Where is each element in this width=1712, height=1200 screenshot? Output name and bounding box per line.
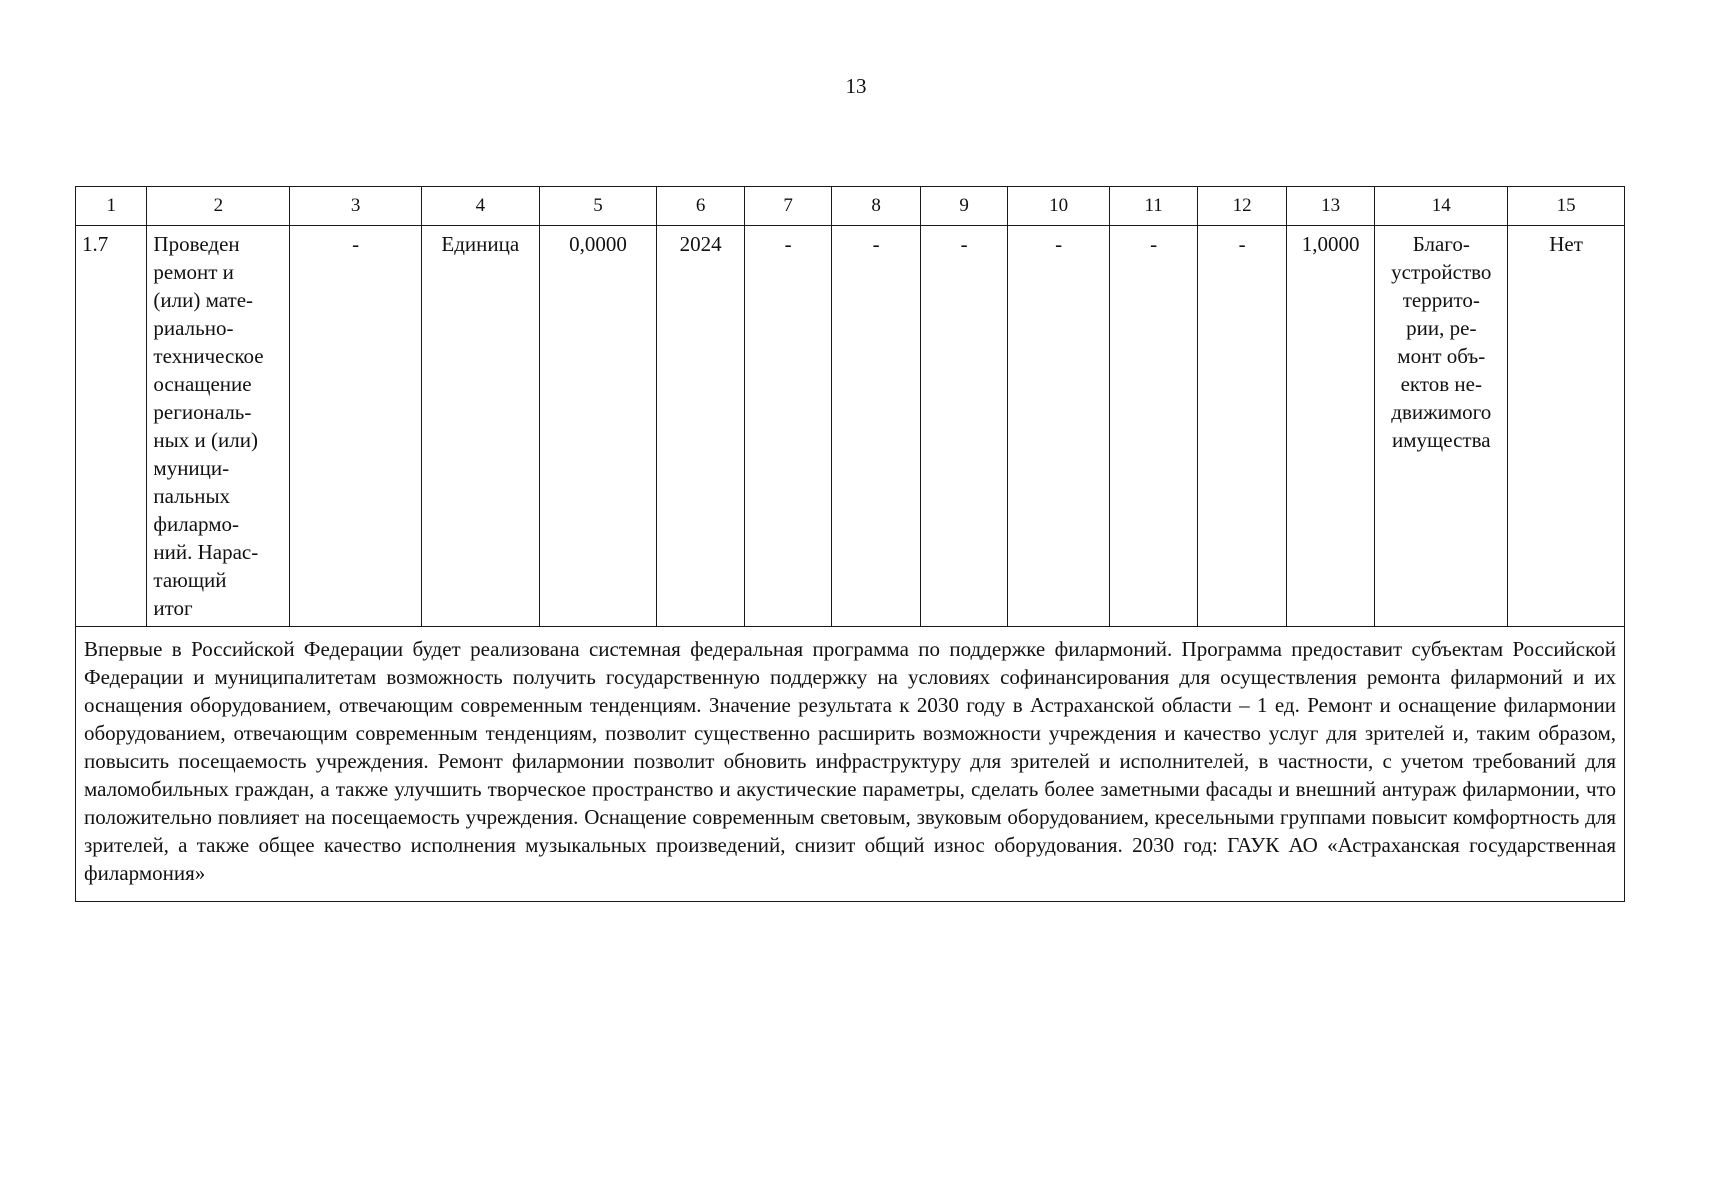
result-name-line: филармо-: [153, 512, 240, 536]
result-name-line: пальных: [153, 484, 231, 508]
result-name-line: ний. Нарас-: [153, 540, 259, 564]
cell-col3: -: [290, 226, 422, 627]
cell-col9: -: [920, 226, 1008, 627]
table-row: [76, 226, 1625, 627]
cell-col7: -: [744, 226, 832, 627]
result-name-line: оснащение: [153, 372, 252, 396]
column-header: 13: [1286, 187, 1375, 226]
column-header: 10: [1008, 187, 1110, 226]
results-table: [75, 186, 1625, 902]
activity-cell: [1375, 226, 1508, 627]
column-header: 9: [920, 187, 1008, 226]
page-number: 13: [845, 74, 867, 98]
result-name: [147, 226, 290, 627]
activity-line: монт объ-: [1397, 344, 1486, 368]
column-header: 6: [657, 187, 745, 226]
result-name-line: риально-: [153, 316, 234, 340]
cell-col15: Нет: [1508, 226, 1625, 627]
result-name-line: муници-: [153, 456, 230, 480]
column-header: 4: [421, 187, 539, 226]
activity-line: рии, ре-: [1406, 316, 1477, 340]
activity-line: террито-: [1402, 288, 1480, 312]
activity-line: устройство: [1391, 260, 1492, 284]
unit-cell: Единица: [421, 226, 539, 627]
base-value-cell: 0,0000: [539, 226, 657, 627]
result-name-line: тающий: [153, 568, 227, 592]
column-header: 2: [147, 187, 290, 226]
column-header: 3: [290, 187, 422, 226]
result-name-line: Проведен: [153, 232, 240, 256]
description-text: Впервые в Российской Федерации будет реализована системная федеральная программа по поддержке филармоний. Программа предоставит субъектам Российской Федерации и муниципалитетам возможность получить государственную поддержку на условиях софинансирования для осуществления ремонта филармоний и их оснащения оборудованием, отвечающим современным тенденциям. Значение результата к 2030 году в Астраханской области – 1 ед. Ремонт и оснащение филармонии оборудованием, отвечающим современным тенденциям, позволит существенно расширить возможности учреждения и качество услуг для зрителей и, таким образом, повысить посещаемость учреждения. Ремонт филармонии позволит обновить инфраструктуру для зрителей и исполнителей, в частности, с учетом требований для маломобильных граждан, а также улучшить творческое пространство и акустические параметры, сделать более заметными фасады и внешний антураж филармонии, что положительно повлияет на посещаемость учреждения. Оснащение современным световым, звуковым оборудованием, кресельными группами повысит комфортность для зрителей, а также общее качество исполнения музыкальных произведений, снизит общий износ оборудования. 2030 год: ГАУК АО «Астраханская государственная филармония»: [76, 627, 1625, 902]
result-name-line: ремонт и: [153, 260, 234, 284]
column-header: 5: [539, 187, 657, 226]
column-header: 14: [1375, 187, 1508, 226]
result-name-line: ных и (или): [153, 428, 258, 452]
activity-line: имущества: [1392, 428, 1491, 452]
cell-col10: -: [1008, 226, 1110, 627]
activity-line: ектов не-: [1400, 372, 1482, 396]
cell-col12: -: [1198, 226, 1287, 627]
cell-col8: -: [832, 226, 921, 627]
column-header: 7: [744, 187, 832, 226]
row-number: 1.7: [76, 226, 147, 627]
result-name-line: техническое: [153, 344, 264, 368]
cell-col13: 1,0000: [1286, 226, 1375, 627]
column-header: 12: [1198, 187, 1287, 226]
activity-line: Благо-: [1412, 232, 1470, 256]
cell-col11: -: [1109, 226, 1198, 627]
result-name-line: итог: [153, 596, 193, 620]
result-name-line: (или) мате-: [153, 288, 254, 312]
base-year-cell: 2024: [657, 226, 745, 627]
column-header: 8: [832, 187, 921, 226]
column-header: 15: [1508, 187, 1625, 226]
column-header: 1: [76, 187, 147, 226]
activity-line: движимого: [1391, 400, 1492, 424]
result-name-line: региональ-: [153, 400, 252, 424]
column-header: 11: [1109, 187, 1198, 226]
table-header-row: [76, 187, 1625, 226]
description-row: [76, 627, 1625, 902]
